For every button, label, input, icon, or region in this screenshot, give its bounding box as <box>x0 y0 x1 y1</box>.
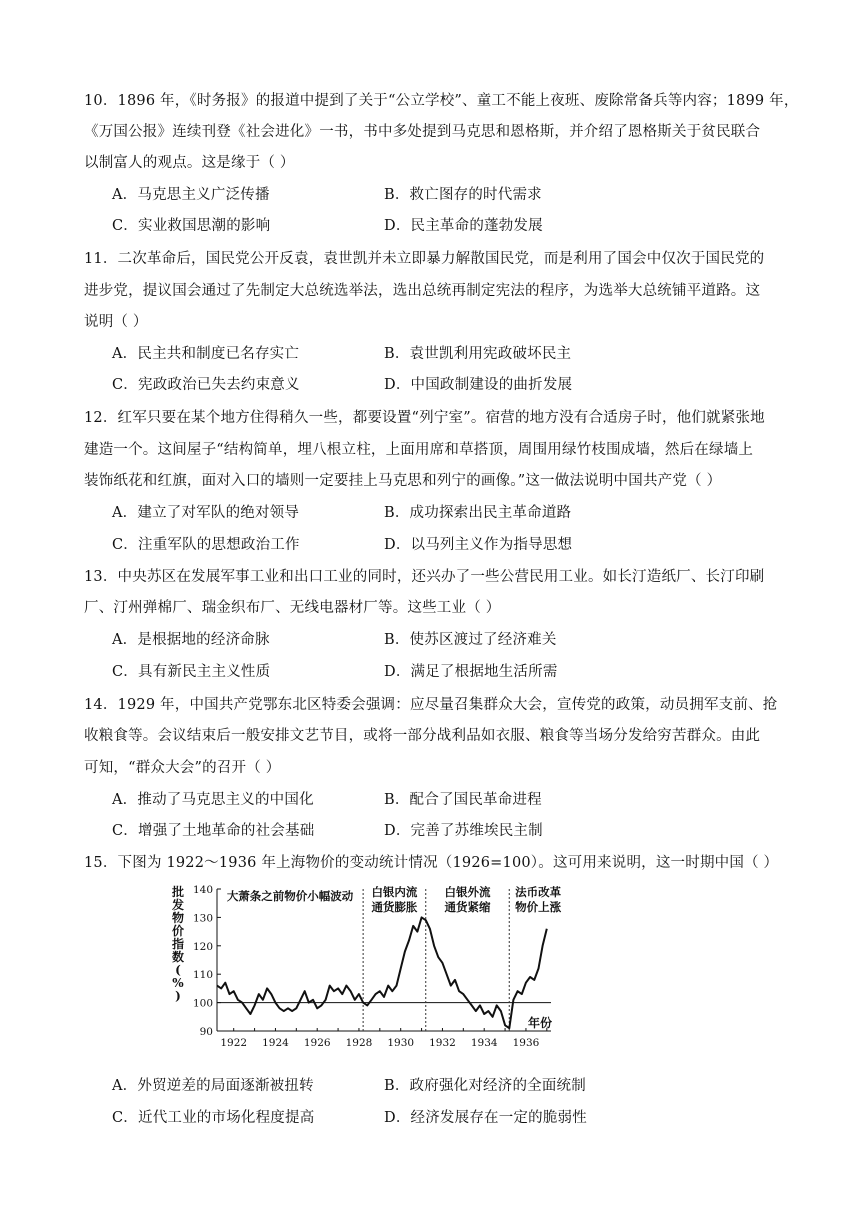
question-10-option-b[interactable]: B．救亡图存的时代需求 <box>384 187 542 203</box>
x-tick-label: 1934 <box>470 1037 498 1049</box>
question-13-option-b[interactable]: B．使苏区渡过了经济难关 <box>384 632 557 648</box>
question-11-line-1: 11．二次革命后，国民党公开反袁，袁世凯并未立即暴力解散国民党，而是利用了国会中仅次于国民党的 <box>84 251 765 267</box>
question-14-option-d[interactable]: D．完善了苏维埃民主制 <box>384 823 543 839</box>
question-14-option-a[interactable]: A．推动了马克思主义的中国化 <box>112 792 314 808</box>
y-tick-label: 130 <box>192 912 213 925</box>
x-tick-label: 1924 <box>262 1037 289 1049</box>
question-15-option-b[interactable]: B．政府强化对经济的全面统制 <box>384 1078 586 1094</box>
y-axis-label-char: ) <box>175 989 181 1003</box>
y-axis-label-char: ( <box>175 963 181 977</box>
question-14-line-3: 可知，“群众大会”的召开（ ） <box>84 760 281 776</box>
question-11-option-b[interactable]: B．袁世凯利用宪政破坏民主 <box>384 346 572 362</box>
x-tick-label: 1922 <box>220 1037 248 1049</box>
question-11-option-c[interactable]: C．宪政政治已失去约束意义 <box>112 377 300 393</box>
period-label: 白银外流 <box>444 885 491 899</box>
y-axis-label-char: 指 <box>171 937 185 951</box>
price-index-series-line <box>217 917 547 1028</box>
question-14-line-1: 14．1929 年，中国共产党鄂东北区特委会强调：应尽量召集群众大会，宣传党的政策，动员拥军支前、抢 <box>84 697 778 713</box>
question-15-option-a[interactable]: A．外贸逆差的局面逐渐被扭转 <box>112 1078 314 1094</box>
question-10-option-c[interactable]: C．实业救国思潮的影响 <box>112 218 271 234</box>
x-tick-label: 1926 <box>303 1037 331 1049</box>
question-12-option-d[interactable]: D．以马列主义作为指导思想 <box>384 537 573 553</box>
question-13-option-c[interactable]: C．具有新民主主义性质 <box>112 664 271 680</box>
y-axis-label-char: 发 <box>171 898 185 912</box>
question-12-line-1: 12．红军只要在某个地方住得稍久一些，都要设置“列宁室”。宿营的地方没有合适房子时，他们就紧张地 <box>84 410 765 426</box>
period-label: 通货膨胀 <box>371 900 418 914</box>
y-axis-label-char: 批 <box>171 885 185 899</box>
question-12-option-a[interactable]: A．建立了对军队的绝对领导 <box>112 505 300 521</box>
y-tick-label: 110 <box>192 969 213 982</box>
question-14-option-c[interactable]: C．增强了土地革命的社会基础 <box>112 823 315 839</box>
question-15-line-1: 15．下图为 1922～1936 年上海物价的变动统计情况（1926=100）。这可用来说明，这一时期中国（ ） <box>84 855 779 871</box>
period-label: 法币改革 <box>515 885 562 899</box>
period-label: 物价上涨 <box>515 900 562 914</box>
question-10-line-1: 10．1896 年，《时务报》的报道中提到了关于“公立学校”、童工不能上夜班、废除常备兵等内容；1899 年， <box>84 93 799 109</box>
period-label: 白银内流 <box>371 885 418 899</box>
x-tick-label: 1932 <box>429 1037 456 1049</box>
period-label: 大萧条之前物价小幅波动 <box>226 889 354 903</box>
question-13-line-2: 厂、汀州弹棉厂、瑞金织布厂、无线电器材厂等。这些工业（ ） <box>84 600 501 616</box>
question-11-option-d[interactable]: D．中国政制建设的曲折发展 <box>384 377 573 393</box>
question-11-option-a[interactable]: A．民主共和制度已名存实亡 <box>112 346 300 362</box>
x-axis-label: 年份 <box>527 1016 553 1030</box>
question-15-option-d[interactable]: D．经济发展存在一定的脆弱性 <box>384 1110 587 1126</box>
y-tick-label: 120 <box>192 940 213 953</box>
question-13-option-d[interactable]: D．满足了根据地生活所需 <box>384 664 558 680</box>
question-10-line-2: 《万国公报》连续刊登《社会进化》一书，书中多处提到马克思和恩格斯，并介绍了恩格斯关于贫民联合 <box>84 124 761 140</box>
question-14-line-2: 收粮食等。会议结束后一般安排文艺节目，或将一部分战利品如衣服、粮食等当场分发给穷苦群众。由此 <box>84 728 761 744</box>
question-10-option-a[interactable]: A．马克思主义广泛传播 <box>112 187 270 203</box>
question-12-line-3: 装饰纸花和红旗，面对入口的墙则一定要挂上马克思和列宁的画像。”这一做法说明中国共产党（ ） <box>84 473 722 489</box>
question-13-line-1: 13．中央苏区在发展军事工业和出口工业的同时，还兴办了一些公营民用工业。如长汀造纸厂、长汀印刷 <box>84 569 765 585</box>
question-13-option-a[interactable]: A．是根据地的经济命脉 <box>112 632 270 648</box>
question-11-line-2: 进步党，提议国会通过了先制定大总统选举法，选出总统再制定宪法的程序，为选举大总统铺平道路。这 <box>84 283 761 299</box>
y-axis-label-char: 数 <box>171 950 185 964</box>
x-tick-label: 1930 <box>387 1037 415 1049</box>
price-index-chart-svg <box>160 880 580 1050</box>
question-12-line-2: 建造一个。这间屋子“结构简单，埋八根立柱，上面用席和草搭顶，周围用绿竹枝围成墙，然后在绿墙上 <box>84 442 754 458</box>
question-11-line-3: 说明（ ） <box>84 314 148 330</box>
price-index-chart <box>160 880 580 1050</box>
period-label: 通货紧缩 <box>444 900 491 914</box>
y-axis-label-char: 物 <box>171 911 185 925</box>
question-12-option-b[interactable]: B．成功探索出民主革命道路 <box>384 505 572 521</box>
question-12-option-c[interactable]: C．注重军队的思想政治工作 <box>112 537 300 553</box>
y-axis-label-char: % <box>172 976 184 990</box>
y-tick-label: 90 <box>199 1026 213 1038</box>
y-tick-label: 140 <box>192 884 213 896</box>
question-10-line-3: 以制富人的观点。这是缘于（ ） <box>84 155 295 171</box>
x-tick-label: 1936 <box>512 1037 540 1049</box>
question-14-option-b[interactable]: B．配合了国民革命进程 <box>384 792 542 808</box>
x-tick-label: 1928 <box>345 1037 373 1049</box>
question-10-option-d[interactable]: D．民主革命的蓬勃发展 <box>384 218 543 234</box>
question-15-option-c[interactable]: C．近代工业的市场化程度提高 <box>112 1110 315 1126</box>
y-axis-label-char: 价 <box>171 924 185 938</box>
y-tick-label: 100 <box>192 997 213 1010</box>
